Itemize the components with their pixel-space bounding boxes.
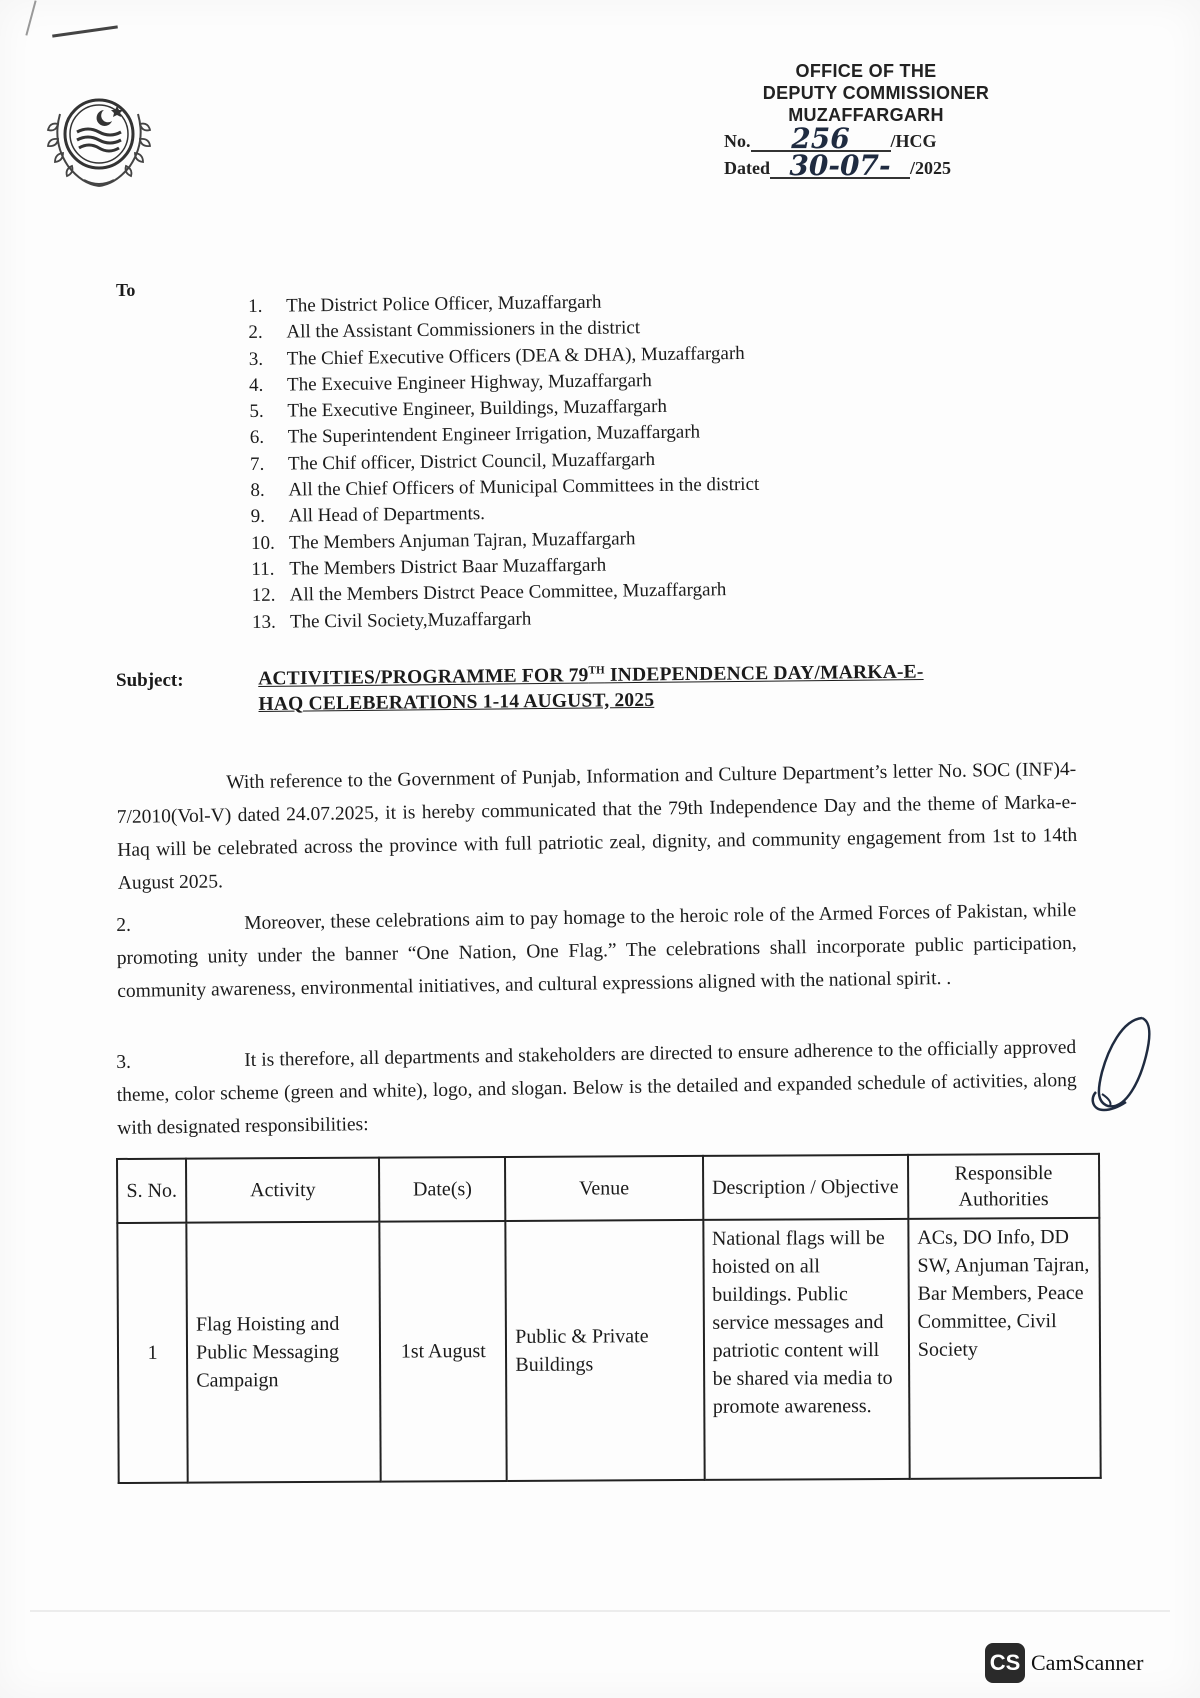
recipient-text: The Chief Executive Officers (DEA & DHA), Muzaffargarh [286,342,745,370]
punjab-emblem-logo [44,84,154,194]
office-line: MUZAFFARGARH [788,105,944,125]
recipient-text: The Members District Baar Muzaffargarh [289,554,607,580]
recipient-item [252,603,761,636]
cell-sno: 1 [117,1223,187,1483]
recipient-number: 2. [248,322,263,344]
recipient-text: The Chif officer, District Council, Muzaffargarh [287,448,656,475]
paragraph-2 [116,894,1077,1008]
recipient-text: The District Police Officer, Muzaffargarh [286,291,602,317]
table-header-row [117,1154,1099,1223]
cell-venue: Public & Private Buildings [506,1220,705,1481]
header-sno: S. No. [117,1159,186,1223]
subject-line2: HAQ CELEBERATIONS 1-14 AUGUST, 2025 [258,689,655,715]
camscanner-watermark [985,1643,1143,1683]
recipient-text: The Execuive Engineer Highway, Muzaffargarh [286,369,652,396]
recipient-number: 10. [250,532,275,554]
header-responsible: Responsible Authorities [908,1154,1099,1219]
recipient-number: 11. [251,558,275,580]
subject-heading [258,654,1069,717]
reference-date [724,149,952,182]
office-line: OFFICE OF THE [795,61,937,81]
recipient-number: 8. [250,479,265,502]
recipient-number: 12. [251,584,276,607]
paragraph-2-number: 2. [116,914,132,936]
cell-responsible: ACs, DO Info, DD SW, Anjuman Tajran, Bar Members, Peace Committee, Civil Society [908,1218,1100,1479]
header-dates: Date(s) [379,1157,505,1222]
dated-label: Dated [724,158,770,178]
cell-date: 1st August [380,1221,507,1482]
activity-table-wrapper [116,1153,1102,1484]
recipient-text: All the Chief Officers of Municipal Committees in the district [288,473,760,501]
recipient-number: 1. [248,295,263,317]
ref-no-label: No. [724,131,751,151]
recipient-list [248,288,761,636]
recipient-text: All the Assistant Commissioners in the district [286,317,641,343]
camscanner-logo-icon: CS [985,1643,1025,1683]
recipient-number: 7. [249,453,265,475]
handwritten-signature [1082,1010,1168,1118]
recipient-number: 3. [248,348,264,370]
paragraph-3-text: It is therefore, all departments and stakeholders are directed to ensure adherence to the officially approved theme, color scheme (green and white), logo, and slogan. Below is the detailed and expanded schedule of activities, along with designated responsibilities: [116,1036,1077,1139]
pen-dash-mark [52,25,118,37]
recipient-text: The Civil Society,Muzaffargarh [289,608,532,633]
recipient-text: All the Members Distrct Peace Committee, Muzaffargarh [289,579,727,606]
recipient-text: The Members Anjuman Tajran, Muzaffargarh [288,527,636,554]
header-venue: Venue [505,1156,703,1221]
paragraph-1-text: With reference to the Government of Punjab, Information and Culture Department’s letter No. SOC (INF)4-7/2010(Vol-V) dated 24.07.2025, it is hereby communicated that the 79th Independence Day and the theme of Marka-e-Haq will be celebrated across the province with full patriotic zeal, dignity, and community engagement from 1st to 14th August 2025. [116,758,1078,894]
paragraph-3 [116,1031,1077,1145]
recipient-number: 6. [249,427,265,449]
office-header [716,60,1016,126]
subject-label: Subject: [116,670,184,691]
subject-ordinal: TH [588,664,605,677]
scan-mark [25,0,36,35]
office-line: DEPUTY COMMISSIONER [762,83,990,103]
table-row [117,1218,1100,1483]
scan-edge-line [30,1610,1170,1612]
recipient-text: The Executive Engineer, Buildings, Muzaffargarh [287,396,668,422]
activity-schedule-table [116,1153,1102,1484]
paragraph-3-number: 3. [116,1051,132,1073]
recipient-text: The Superintendent Engineer Irrigation, Muzaffargarh [287,421,701,449]
dated-suffix: /2025 [910,158,952,178]
cell-description: National flags will be hoisted on all buildings. Public service messages and patriotic content will be shared via media to promote awareness. [703,1219,910,1480]
cell-activity: Flag Hoisting and Public Messaging Campaign [186,1222,380,1483]
to-label: To [116,280,136,300]
handwritten-ref-number: 256 [751,128,891,152]
header-description: Description / Objective [703,1155,909,1220]
handwritten-date: 30-07- [770,155,910,179]
recipient-number: 13. [251,611,276,633]
camscanner-name: CamScanner [1031,1650,1144,1675]
header-activity: Activity [186,1158,379,1223]
subject-line1: ACTIVITIES/PROGRAMME FOR 79 [258,665,589,690]
recipient-text: All Head of Departments. [288,503,486,527]
recipient-number: 9. [250,506,266,528]
paragraph-2-text: Moreover, these celebrations aim to pay homage to the heroic role of the Armed Forces of Pakistan, while promoting unity under the banner “One Nation, One Flag.” The celebrations shall incorporate public participation, community awareness, environmental initiatives, and cultural expressions aligned with the national spirit. . [116,899,1077,1002]
ref-no-suffix: /HCG [890,131,937,151]
paragraph-1 [116,753,1078,900]
indent [116,788,226,790]
subject-line1-rest: INDEPENDENCE DAY/MARKA-E- [604,661,924,686]
recipient-number: 5. [249,401,264,423]
recipient-number: 4. [248,374,264,396]
